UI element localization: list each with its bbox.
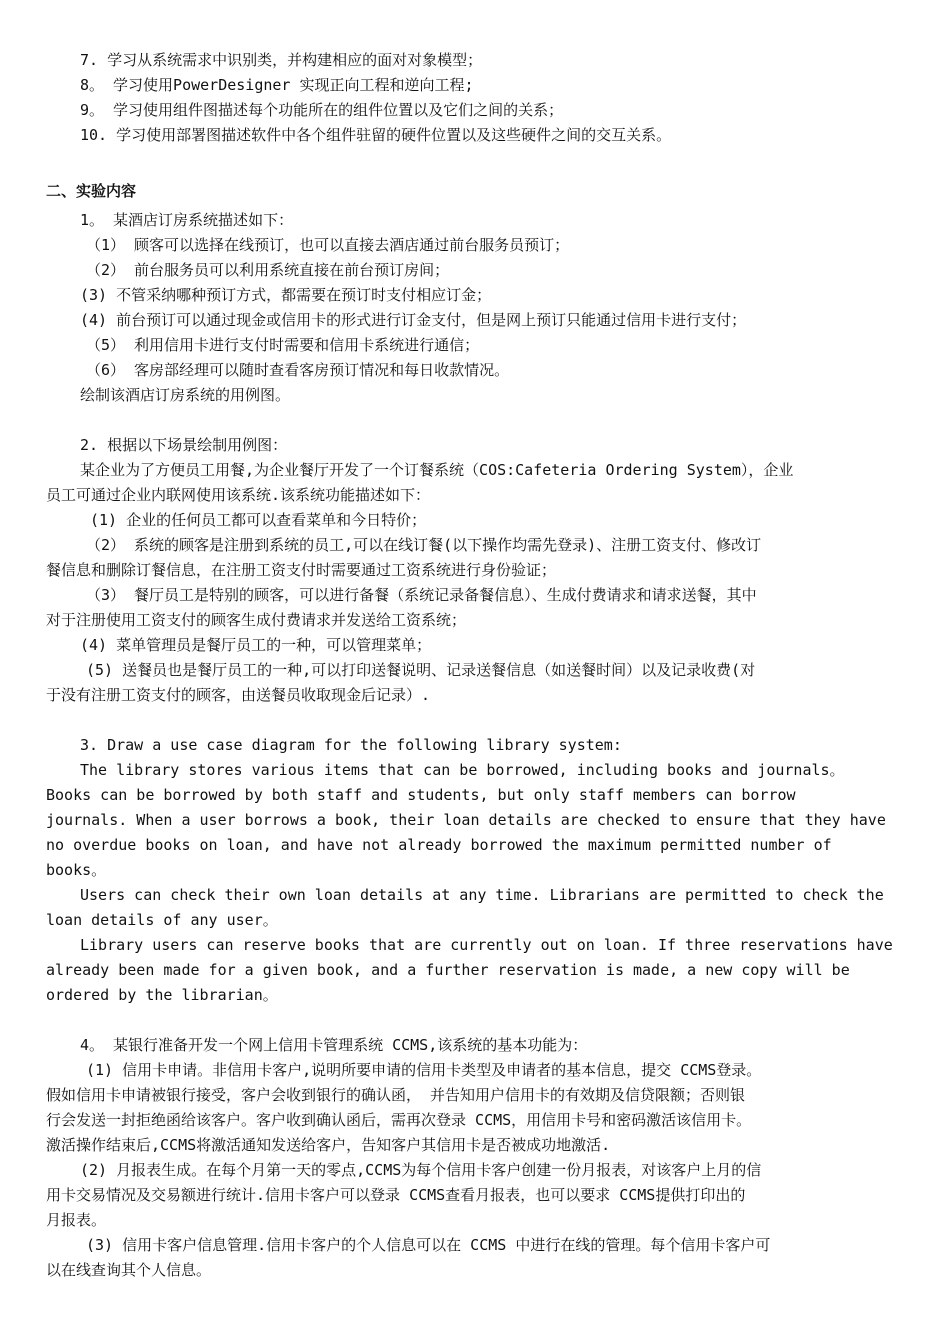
task-4-item-2: 月报表。 [46,1211,107,1229]
task-4-item-2: (2) 月报表生成。在每个月第一天的零点,CCMS为每个信用卡客户创建一份月报表，对该客户上月的信 [80,1161,762,1179]
task-3-paragraph-2: loan details of any user。 [46,911,278,929]
task-3-paragraph-2: Users can check their own loan details at any time. Librarians are permitted to check the [80,886,884,904]
task-3-paragraph-1: The library stores various items that can be borrowed, including books and journals。 [80,761,845,779]
task-1-title: 1。 某酒店订房系统描述如下： [80,211,294,229]
task-2-title: 2. 根据以下场景绘制用例图： [80,436,288,454]
section-heading: 二、实验内容 [46,182,137,200]
task-2-item-3: （3） 餐厅员工是特别的顾客，可以进行备餐（系统记录备餐信息）、生成付费请求和请求送餐，其中 [86,586,757,604]
task-4-item-2: 用卡交易情况及交易额进行统计.信用卡客户可以登录 CCMS查看月报表，也可以要求 CCMS提供打印出的 [46,1186,746,1204]
objective-7: 7. 学习从系统需求中识别类，并构建相应的面对对象模型； [80,51,483,69]
task-3-paragraph-3: Library users can reserve books that are currently out on loan. If three reservations have [80,936,893,954]
objective-10: 10. 学习使用部署图描述软件中各个组件驻留的硬件位置以及这些硬件之间的交互关系。 [80,126,672,144]
task-2-paragraph: 员工可通过企业内联网使用该系统.该系统功能描述如下： [46,486,431,504]
task-2-paragraph: 某企业为了方便员工用餐,为企业餐厅开发了一个订餐系统（COS:Cafeteria Ordering System），企业 [80,461,794,479]
task-3-title: 3. Draw a use case diagram for the following library system: [80,736,622,754]
task-1-item-5: （5） 利用信用卡进行支付时需要和信用卡系统进行通信； [86,336,480,354]
task-4-item-1: (1) 信用卡申请。非信用卡客户,说明所要申请的信用卡类型及申请者的基本信息，提交 CCMS登录。 [86,1061,762,1079]
task-1-item-1: （1） 顾客可以选择在线预订，也可以直接去酒店通过前台服务员预订； [86,236,570,254]
task-4-item-3: 以在线查询其个人信息。 [46,1261,212,1279]
objective-9: 9。 学习使用组件图描述每个功能所在的组件位置以及它们之间的关系； [80,101,564,119]
task-2-item-1: (1) 企业的任何员工都可以查看菜单和今日特价； [90,511,427,529]
task-2-item-5: 于没有注册工资支付的顾客，由送餐员收取现金后记录）. [46,686,431,704]
task-3-paragraph-1: no overdue books on loan, and have not already borrowed the maximum permitted number of [46,836,832,854]
task-3-paragraph-1: Books can be borrowed by both staff and students, but only staff members can borrow [46,786,796,804]
task-4-item-1: 行会发送一封拒绝函给该客户。客户收到确认函后，需再次登录 CCMS，用信用卡号和密码激活该信用卡。 [46,1111,752,1129]
task-3-paragraph-1: journals. When a user borrows a book, their loan details are checked to ensure that they have [46,811,886,829]
task-3-paragraph-1: books。 [46,861,107,879]
task-2-item-2: （2） 系统的顾客是注册到系统的员工,可以在线订餐(以下操作均需先登录)、注册工资支付、修改订 [86,536,762,554]
task-1-instruction: 绘制该酒店订房系统的用例图。 [80,386,291,404]
task-4-item-1: 激活操作结束后,CCMS将激活通知发送给客户，告知客户其信用卡是否被成功地激活. [46,1136,611,1154]
task-3-paragraph-3: ordered by the librarian。 [46,986,278,1004]
task-1-item-4: (4) 前台预订可以通过现金或信用卡的形式进行订金支付，但是网上预订只能通过信用卡进行支付； [80,311,747,329]
task-2-item-2: 餐信息和删除订餐信息，在注册工资支付时需要通过工资系统进行身份验证； [46,561,557,579]
task-2-item-4: (4) 菜单管理员是餐厅员工的一种，可以管理菜单； [80,636,432,654]
task-1-item-6: （6） 客房部经理可以随时查看客房预订情况和每日收款情况。 [86,361,510,379]
task-2-item-3: 对于注册使用工资支付的顾客生成付费请求并发送给工资系统； [46,611,467,629]
objective-8: 8。 学习使用PowerDesigner 实现正向工程和逆向工程; [80,76,474,94]
task-2-item-5: (5) 送餐员也是餐厅员工的一种,可以打印送餐说明、记录送餐信息（如送餐时间）以及记录收费(对 [86,661,756,679]
task-1-item-3: (3) 不管采纳哪种预订方式，都需要在预订时支付相应订金； [80,286,492,304]
task-3-paragraph-3: already been made for a given book, and a further reservation is made, a new copy will be [46,961,850,979]
task-1-item-2: （2） 前台服务员可以利用系统直接在前台预订房间； [86,261,450,279]
task-4-title: 4。 某银行准备开发一个网上信用卡管理系统 CCMS,该系统的基本功能为： [80,1036,588,1054]
task-4-item-1: 假如信用卡申请被银行接受，客户会收到银行的确认函， 并告知用户信用卡的有效期及信贷限额；否则银 [46,1086,746,1104]
task-4-item-3: (3) 信用卡客户信息管理.信用卡客户的个人信息可以在 CCMS 中进行在线的管理。每个信用卡客户可 [86,1236,771,1254]
